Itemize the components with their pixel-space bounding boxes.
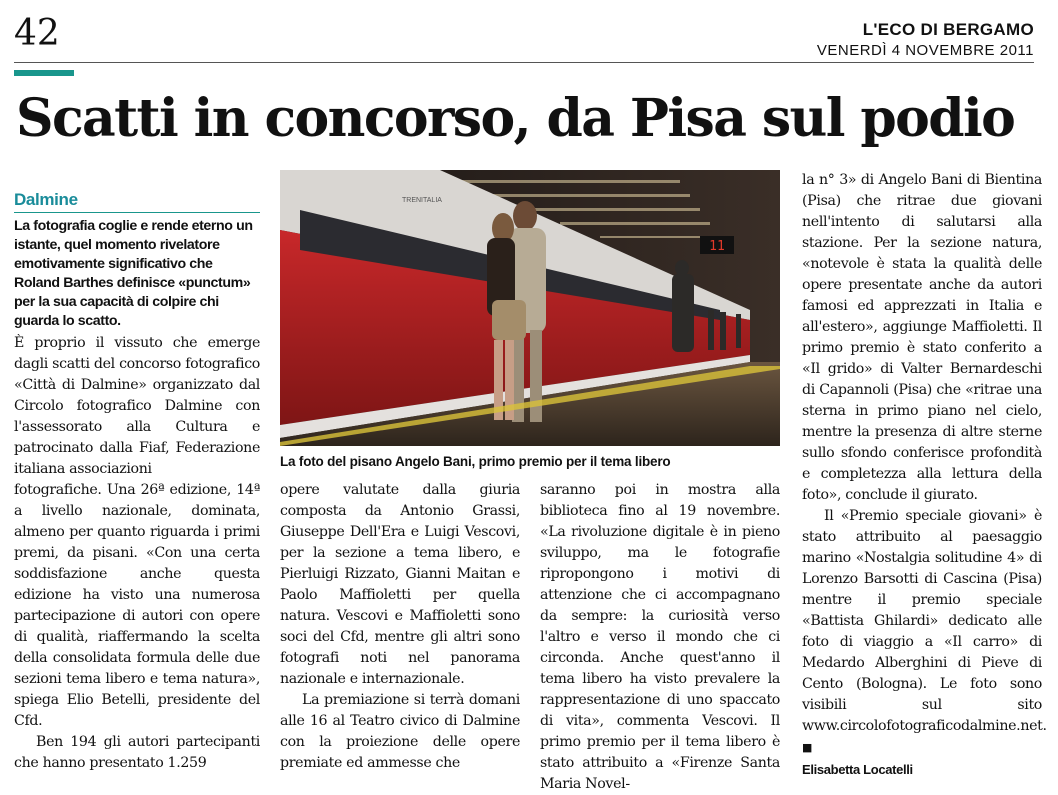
paragraph-4 [802,506,1047,758]
paragraph-1-start: È proprio il vissuto che emerge dagli scatti del concorso fotografico «Città di Dalmine» organizzato dal Circolo fotografico Dalmine con l'assessorato alla Cultura e patrocinato dalla Fiaf, Federazione italiana associazioni [14,335,260,477]
train-logo: TRENITALIA [402,197,442,204]
column-4 [802,170,1047,780]
paragraph-3-middle: saranno poi in mostra alla biblioteca fino al 19 novembre. «La rivoluzione digitale è in pieno sviluppo, ma le fotografie ripropongono i motivi di attenzione che ci accompagnano da sempre: la curiosità verso l'altro e verso il mondo che ci circonda. Anche quest'anno il tema libero ha visto prevalere la rappresentazione di uno spaccato di vita», commenta Vescovi. Il primo premio per il tema libero è stato attribuito a «Firenze Santa Maria Novel- [540,482,780,792]
end-mark: ■ [802,741,813,754]
paragraph-4-text: Il «Premio speciale giovani» è stato attribuito al paesaggio marino «Nostalgia solitudine 4» di Lorenzo Barsotti di Cascina (Pisa) mentre il premio speciale «Battista Ghilardi» dedicato alle foto di viaggio a «Il carro» di Medardo Alberghini di Pieve di Cento (Bologna). Le foto sono visibili sul sito www.circolofotograficodalmine.net. [802,508,1047,734]
top-rule [14,62,1034,63]
column-1-lower [14,480,260,774]
article-byline: Elisabetta Locatelli [802,762,913,777]
couple-figures [487,201,546,422]
paragraph-3-end: la n° 3» di Angelo Bani di Bientina (Pisa) che ritrae due giovani nell'intento di salutarsi alla stazione. Per la sezione natura, «notevole è stata la qualità delle opere presentate anche da autori famosi ed apprezzati in Italia e all'estero», aggiunge Maffioletti. Il primo premio è stato conferito a «Il grido» di Valter Bernardeschi di Capannoli (Pisa) che «ritrae una sterna in primo piano nel cielo, mentre la presenza di altre sterne sullo sfondo conferisce profondità e completezza alla lettura della foto», conclude il giurato. [802,172,1042,503]
article-photo [280,170,780,446]
publication-date: VENERDÌ 4 NOVEMBRE 2011 [816,42,1034,59]
paragraph-2-start: Ben 194 gli autori partecipanti che hanno presentato 1.259 [14,734,260,771]
paragraph-2-end: opere valutate dalla giuria composta da Antonio Grassi, Giuseppe Dell'Era e Luigi Vescovi, per la sezione a tema libero, e Pierluigi Rizzato, Gianni Maitan e Paolo Maffioletti per quella natura. Vescovi e Maffioletti sono soci del Cfd, mentre gli altri sono fotografi noti nel panorama nazionale e internazionale. [280,482,520,687]
paragraph-1-end: fotografiche. Una 26ª edizione, 14ª a livello nazionale, dominata, almeno per quanto riguarda i primi premi, da pisani. «Con una certa soddisfazione anche questa edizione ha visto una numerosa partecipazione di autori con opere di qualità, riaffermando la scelta della consolidata formula delle due sezioni tema libero e tema natura», spiega Elio Betelli, presidente del Cfd. [14,482,260,729]
accent-bar [14,70,74,76]
column-2 [280,480,520,774]
photo-caption: La foto del pisano Angelo Bani, primo premio per il tema libero [280,454,671,469]
column-1 [14,190,260,480]
column-3 [540,480,780,795]
paragraph-3-start: La premiazione si terrà domani alle 16 al Teatro civico di Dalmine con la proiezione delle opere premiate ed ammesse che [280,692,520,771]
article-headline: Scatti in concorso, da Pisa sul podio [16,88,1015,149]
train-number-sign: 11 [709,239,725,254]
masthead [817,20,1034,60]
article-lede: La fotografia coglie e rende eterno un istante, quel momento rivelatore emotivamente significativo che Roland Barthes definisce «punctum» per la sua capacità di colpire chi guarda lo scatto. [14,218,253,329]
kicker-rule [14,212,260,213]
page-number: 42 [14,13,60,54]
newspaper-name: L'ECO DI BERGAMO [862,20,1034,39]
article-kicker: Dalmine [14,190,78,209]
